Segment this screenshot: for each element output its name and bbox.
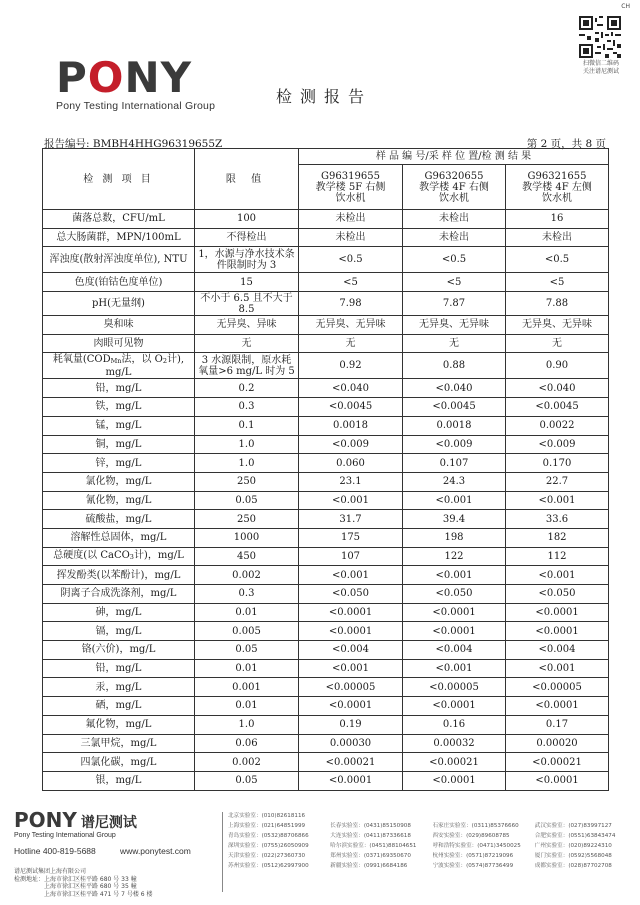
item-cell: 铅，mg/L (43, 379, 195, 398)
limit-cell: 1.0 (195, 454, 299, 473)
header-results: 样 品 编 号/采 样 位 置/检 测 结 果 (299, 149, 609, 165)
result-cell: <5 (299, 273, 403, 292)
limit-cell: 250 (195, 472, 299, 491)
item-cell: 锰，mg/L (43, 416, 195, 435)
table-row (43, 472, 609, 491)
sample-header: G96319655 教学楼 5F 右侧 饮水机 (299, 165, 403, 210)
result-cell: <0.009 (403, 435, 506, 454)
result-cell: <0.040 (299, 379, 403, 398)
result-cell: 198 (403, 528, 506, 547)
qr-caption: 扫微信二维码 关注谱尼测试 (582, 60, 619, 75)
result-cell: 无 (403, 334, 506, 353)
lab-contact: 宁波实验室：(0574)87736499 (432, 862, 514, 869)
result-cell: <0.00005 (403, 678, 506, 697)
table-row (43, 435, 609, 454)
limit-cell: 0.01 (195, 659, 299, 678)
table-row (43, 678, 609, 697)
logo-wordmark: PONY (56, 53, 193, 102)
lab-contact: 深圳实验室：(0755)26050909 (228, 842, 309, 849)
logo-o: O (87, 53, 125, 102)
lab-contact: 武汉实验室：(027)83997127 (534, 822, 612, 829)
result-cell: <0.0001 (299, 697, 403, 716)
result-cell: 0.16 (403, 715, 506, 734)
item-cell: pH(无量纲) (43, 292, 195, 316)
table-row (43, 697, 609, 716)
item-cell: 砷，mg/L (43, 603, 195, 622)
result-cell: <0.001 (403, 659, 506, 678)
result-cell: 7.98 (299, 292, 403, 316)
limit-cell: 0.002 (195, 753, 299, 772)
result-cell: <0.0001 (403, 771, 506, 790)
lab-contact: 呼和浩特实验室：(0471)3450025 (432, 842, 521, 849)
item-cell: 氯化物，mg/L (43, 472, 195, 491)
limit-cell: 0.05 (195, 641, 299, 660)
table-row (43, 334, 609, 353)
limit-cell: 不得检出 (195, 228, 299, 247)
item-cell: 耗氧量(CODMn法，以 O2计), mg/L (43, 353, 195, 379)
result-cell: <0.004 (506, 641, 609, 660)
sample-header: G96321655 教学楼 4F 左侧 饮水机 (506, 165, 609, 210)
lab-contact: 石家庄实验室：(0311)85376660 (432, 822, 519, 829)
result-cell: 16 (506, 210, 609, 229)
result-cell: 无 (299, 334, 403, 353)
result-cell: 24.3 (403, 472, 506, 491)
table-row (43, 228, 609, 247)
result-cell: <0.001 (506, 491, 609, 510)
lab-contact: 上海实验室：(021)64851999 (228, 822, 306, 829)
item-cell: 锌，mg/L (43, 454, 195, 473)
result-cell: <0.0001 (506, 622, 609, 641)
document-title: 检测报告 (276, 87, 373, 106)
result-cell: 0.90 (506, 353, 609, 379)
limit-cell: 0.002 (195, 566, 299, 585)
result-cell: 0.0022 (506, 416, 609, 435)
item-cell: 挥发酚类(以苯酚计)，mg/L (43, 566, 195, 585)
table-row (43, 715, 609, 734)
table-row (43, 547, 609, 566)
table-row (43, 603, 609, 622)
lab-contact: 哈尔滨实验室：(0451)88104651 (330, 842, 417, 849)
table-row (43, 585, 609, 604)
limit-cell: 1.0 (195, 435, 299, 454)
result-cell: <0.0001 (403, 697, 506, 716)
result-cell: <0.001 (506, 659, 609, 678)
item-cell: 铅，mg/L (43, 659, 195, 678)
result-cell: <0.0001 (403, 622, 506, 641)
limit-cell: 无异臭、异味 (195, 316, 299, 335)
result-cell: <0.0001 (403, 603, 506, 622)
result-cell: 175 (299, 528, 403, 547)
limit-cell: 0.001 (195, 678, 299, 697)
item-cell: 肉眼可见物 (43, 334, 195, 353)
lab-contact: 新疆实验室：(0991)6684186 (330, 862, 408, 869)
item-cell: 菌落总数，CFU/mL (43, 210, 195, 229)
result-cell: 未检出 (403, 210, 506, 229)
limit-cell: 0.01 (195, 603, 299, 622)
result-cell: <5 (403, 273, 506, 292)
result-cell: <0.004 (299, 641, 403, 660)
lab-contact: 大连实验室：(0411)87336618 (330, 832, 411, 839)
table-row (43, 528, 609, 547)
result-cell: <5 (506, 273, 609, 292)
result-cell: <0.0045 (403, 398, 506, 417)
table-row (43, 771, 609, 790)
limit-cell: 0.06 (195, 734, 299, 753)
result-cell: 33.6 (506, 510, 609, 529)
result-cell: 无异臭、无异味 (299, 316, 403, 335)
item-cell: 铜，mg/L (43, 435, 195, 454)
result-cell: <0.001 (299, 491, 403, 510)
result-cell: <0.00021 (299, 753, 403, 772)
result-cell: 39.4 (403, 510, 506, 529)
result-cell: <0.5 (506, 247, 609, 273)
lab-contact: 青岛实验室：(0532)88706866 (228, 832, 309, 839)
company-address: 谱尼测试集团上海有限公司 检测地址：上海市徐汇区桂平路 680 号 33 幢 上海市徐汇区桂平路 680 号 35 幢 上海市徐汇区桂平路 471 号 7 号楼 6 楼 (14, 868, 153, 898)
table-row (43, 273, 609, 292)
lab-contact: 北京实验室：(010)82618116 (228, 813, 306, 819)
result-cell: 0.92 (299, 353, 403, 379)
lab-contacts (228, 812, 633, 871)
result-cell: 0.00030 (299, 734, 403, 753)
result-cell: <0.0001 (506, 603, 609, 622)
limit-cell: 3 水源限制，原水耗氧量>6 mg/L 时为 5 (195, 353, 299, 379)
page-info: 第 2 页，共 8 页 (526, 138, 606, 150)
item-cell: 铬(六价)，mg/L (43, 641, 195, 660)
result-cell: <0.001 (403, 491, 506, 510)
result-cell: <0.050 (299, 585, 403, 604)
item-cell: 总大肠菌群，MPN/100mL (43, 228, 195, 247)
result-cell: 无异臭、无异味 (403, 316, 506, 335)
limit-cell: 0.2 (195, 379, 299, 398)
result-cell: <0.004 (403, 641, 506, 660)
item-cell: 总硬度(以 CaCO3计)，mg/L (43, 547, 195, 566)
result-cell: 0.00032 (403, 734, 506, 753)
lab-contact: 杭州实验室：(0571)87219096 (432, 852, 514, 859)
result-cell: 182 (506, 528, 609, 547)
result-cell: 未检出 (506, 228, 609, 247)
footer-logo: PONY 谱尼测试 Pony Testing International Group (14, 808, 137, 839)
lab-contact: 长春实验室：(0431)85150908 (330, 822, 411, 829)
limit-cell: 0.1 (195, 416, 299, 435)
result-cell: <0.001 (299, 566, 403, 585)
item-cell: 银，mg/L (43, 771, 195, 790)
result-cell: <0.050 (403, 585, 506, 604)
limit-cell: 15 (195, 273, 299, 292)
limit-cell: 1，水源与净水技术条件限制时为 3 (195, 247, 299, 273)
limit-cell: 1.0 (195, 715, 299, 734)
result-cell: <0.040 (403, 379, 506, 398)
table-row (43, 622, 609, 641)
website-link[interactable]: www.ponytest.com (120, 846, 191, 856)
limit-cell: 0.3 (195, 585, 299, 604)
item-cell: 臭和味 (43, 316, 195, 335)
table-row (43, 398, 609, 417)
result-cell: <0.0001 (506, 697, 609, 716)
table-row (43, 210, 609, 229)
report-number: 报告编号: BMBH4HHG96319655Z (44, 138, 223, 150)
table-row (43, 416, 609, 435)
result-cell: <0.001 (299, 659, 403, 678)
result-cell: <0.0001 (299, 603, 403, 622)
table-row (43, 753, 609, 772)
lab-contact: 天津实验室：(022)27360730 (228, 852, 306, 859)
result-cell: 7.87 (403, 292, 506, 316)
item-cell: 氟化物，mg/L (43, 715, 195, 734)
result-cell: <0.5 (403, 247, 506, 273)
result-cell: 未检出 (403, 228, 506, 247)
item-cell: 色度(铂钴色度单位) (43, 273, 195, 292)
result-cell: 0.170 (506, 454, 609, 473)
lab-contact (535, 812, 633, 822)
result-cell: 107 (299, 547, 403, 566)
lab-contact: 苏州实验室：(0512)62997900 (228, 862, 309, 869)
qr-code-icon (579, 16, 621, 58)
result-cell: <0.00021 (506, 753, 609, 772)
table-row (43, 247, 609, 273)
logo-subtitle: Pony Testing International Group (56, 100, 216, 112)
result-cell: 0.00020 (506, 734, 609, 753)
result-cell: 未检出 (299, 228, 403, 247)
result-cell: 31.7 (299, 510, 403, 529)
brand-logo (56, 53, 236, 112)
result-cell: 0.0018 (299, 416, 403, 435)
item-cell: 硒，mg/L (43, 697, 195, 716)
limit-cell: 450 (195, 547, 299, 566)
table-row (43, 659, 609, 678)
result-cell: <0.009 (299, 435, 403, 454)
result-cell: 无 (506, 334, 609, 353)
result-cell: <0.0045 (299, 398, 403, 417)
item-cell: 汞，mg/L (43, 678, 195, 697)
limit-cell: 无 (195, 334, 299, 353)
result-cell: 0.88 (403, 353, 506, 379)
header-item: 检 测 项 目 (43, 149, 195, 210)
table-row (43, 491, 609, 510)
lab-contact (330, 812, 428, 822)
limit-cell: 不小于 6.5 且不大于 8.5 (195, 292, 299, 316)
item-cell: 镉，mg/L (43, 622, 195, 641)
footer-divider (222, 812, 223, 892)
lab-contact: 郑州实验室：(0371)69350670 (330, 852, 411, 859)
result-cell: 0.060 (299, 454, 403, 473)
limit-cell: 1000 (195, 528, 299, 547)
result-cell: <0.040 (506, 379, 609, 398)
result-cell: <0.00005 (299, 678, 403, 697)
result-cell: <0.050 (506, 585, 609, 604)
corner-mark: CH (621, 3, 630, 10)
item-cell: 三氯甲烷，mg/L (43, 734, 195, 753)
result-cell: 0.17 (506, 715, 609, 734)
table-row (43, 510, 609, 529)
result-cell: 23.1 (299, 472, 403, 491)
table-row (43, 379, 609, 398)
result-cell: <0.009 (506, 435, 609, 454)
item-cell: 四氯化碳，mg/L (43, 753, 195, 772)
hotline: Hotline 400-819-5688 (14, 846, 96, 856)
result-cell: 0.107 (403, 454, 506, 473)
results-table (42, 148, 609, 791)
limit-cell: 0.05 (195, 491, 299, 510)
item-cell: 浑浊度(散射浑浊度单位), NTU (43, 247, 195, 273)
limit-cell: 0.005 (195, 622, 299, 641)
result-cell: 122 (403, 547, 506, 566)
lab-contact (433, 812, 531, 822)
result-cell: 112 (506, 547, 609, 566)
result-cell: 0.0018 (403, 416, 506, 435)
table-row (43, 734, 609, 753)
table-row (43, 292, 609, 316)
sample-header: G96320655 教学楼 4F 右侧 饮水机 (403, 165, 506, 210)
lab-contact: 厦门实验室：(0592)5568048 (534, 852, 612, 859)
result-cell: <0.00021 (403, 753, 506, 772)
lab-contact: 合肥实验室：(0551)63843474 (534, 832, 616, 839)
lab-contact: 成都实验室：(028)87702708 (534, 862, 612, 869)
item-cell: 铁，mg/L (43, 398, 195, 417)
item-cell: 溶解性总固体，mg/L (43, 528, 195, 547)
table-row (43, 566, 609, 585)
table-row (43, 353, 609, 379)
limit-cell: 0.01 (195, 697, 299, 716)
limit-cell: 0.3 (195, 398, 299, 417)
table-row (43, 316, 609, 335)
result-cell: 无异臭、无异味 (506, 316, 609, 335)
table-row (43, 641, 609, 660)
result-cell: <0.0001 (299, 622, 403, 641)
result-cell: 0.19 (299, 715, 403, 734)
limit-cell: 250 (195, 510, 299, 529)
result-cell: <0.001 (403, 566, 506, 585)
lab-contact: 广州实验室：(020)89224310 (534, 842, 612, 849)
result-cell: <0.5 (299, 247, 403, 273)
result-cell: 7.88 (506, 292, 609, 316)
item-cell: 氰化物，mg/L (43, 491, 195, 510)
result-cell: 未检出 (299, 210, 403, 229)
table-row (43, 454, 609, 473)
result-cell: <0.0045 (506, 398, 609, 417)
lab-contact: 西安实验室：(029)89608785 (432, 832, 510, 839)
item-cell: 阴离子合成洗涤剂，mg/L (43, 585, 195, 604)
result-cell: <0.0001 (506, 771, 609, 790)
limit-cell: 100 (195, 210, 299, 229)
result-cell: <0.00005 (506, 678, 609, 697)
result-cell: <0.001 (506, 566, 609, 585)
result-cell: <0.0001 (299, 771, 403, 790)
limit-cell: 0.05 (195, 771, 299, 790)
item-cell: 硫酸盐，mg/L (43, 510, 195, 529)
header-limit: 限 值 (195, 149, 299, 210)
result-cell: 22.7 (506, 472, 609, 491)
